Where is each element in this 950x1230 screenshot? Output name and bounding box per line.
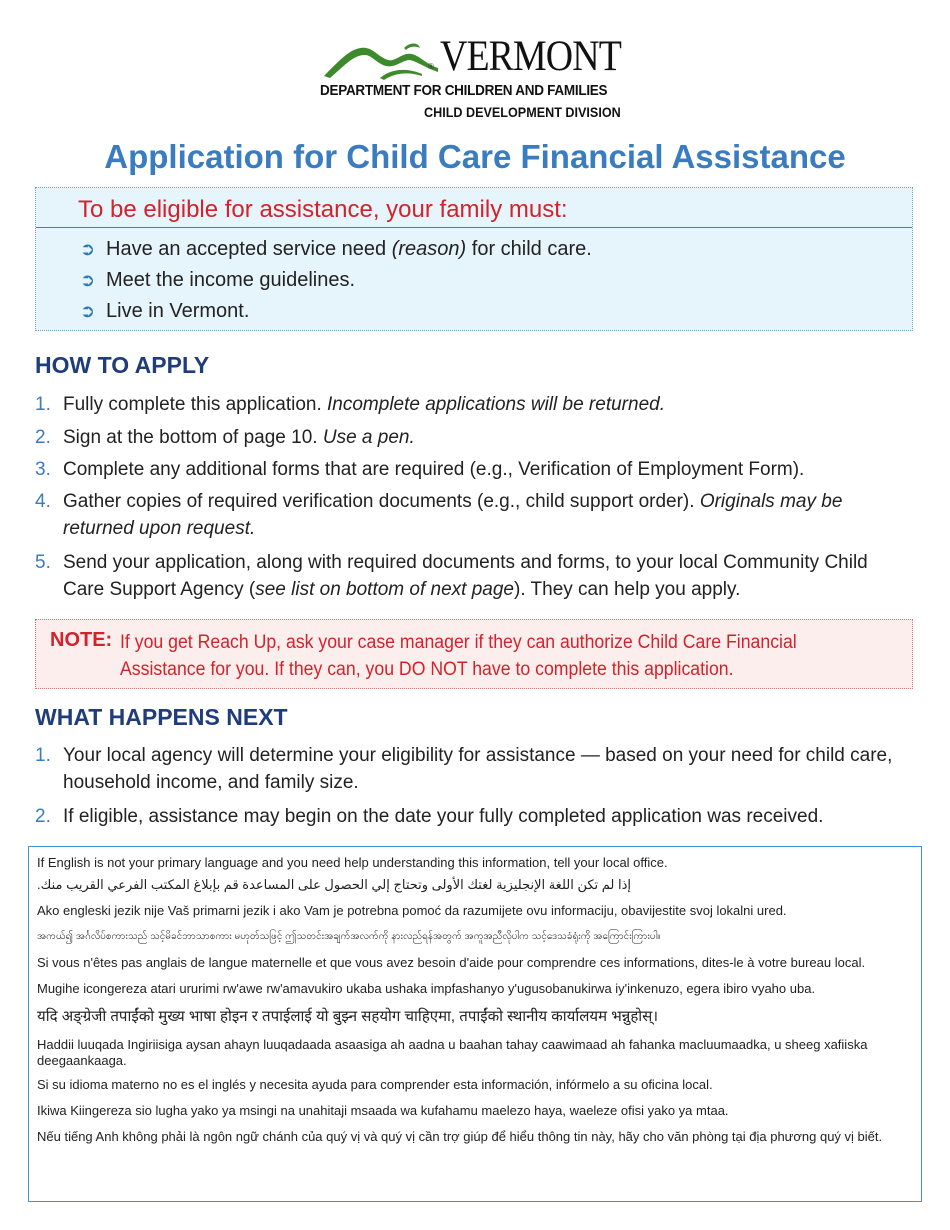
what-happens-next-list [35, 742, 905, 830]
logo-division: CHILD DEVELOPMENT DIVISION [424, 104, 621, 120]
language-line-french: Si vous n'êtes pas anglais de langue maternelle et que vous avez besoin d'aide pour comprendre ces informations, dites-le à votre bureau local. [37, 955, 866, 970]
language-line-english: If English is not your primary language and you need help understanding this information, tell your local office. [37, 855, 668, 870]
what-happens-next-heading: WHAT HAPPENS NEXT [35, 704, 288, 730]
language-line-kirundi: Mugihe icongereza atari ururimi rw'awe rw'amavukiro ukaba ushaka impfashanyo y'ugusobanukirwa iy'inkenuzo, egera ibiro vyaho uba. [37, 981, 816, 996]
arrow-bullet-icon: ➲ [80, 239, 96, 259]
note-label: NOTE: [50, 629, 113, 651]
reach-up-note [35, 619, 913, 689]
list-item: 1. Your local agency will determine your eligibility for assistance — based on your need for child care, household income, and family size. [35, 745, 893, 793]
language-line-bosnian: Ako engleski jezik nije Vaš primarni jezik i ako Vam je potrebna pomoć da razumijete ovu informaciju, obavijestite svoj lokalni ured. [37, 903, 787, 918]
list-item: ➲ Live in Vermont. [80, 296, 592, 327]
language-line-burmese: အကယ်၍ အင်္ဂလိပ်စကားသည် သင့်မိခင်ဘာသာစကား မဟုတ်သဖြင့် ဤသတင်းအချက်အလက်ကို နားလည်ရန်အတွက် အကူအညီလိုပါက သင့်ဒေသခံရုံးကို အကြောင်းကြားပါ။ [37, 931, 661, 942]
how-to-apply-list [35, 391, 905, 603]
list-item: 3. Complete any additional forms that are required (e.g., Verification of Employment Form). [35, 459, 805, 480]
note-text: If you get Reach Up, ask your case manager if they can authorize Child Care Financial Assistance for you. If they can, you DO NOT have to complete this application. [120, 632, 797, 680]
page-title: Application for Child Care Financial Assistance [104, 138, 846, 175]
language-line-vietnamese: Nếu tiếng Anh không phải là ngôn ngữ chánh của quý vị và quý vị cần trợ giúp để hiểu thông tin này, hãy cho văn phòng tại địa phương quý vị biết. [37, 1129, 883, 1144]
eligibility-divider [36, 227, 912, 228]
logo-state-name: VERMONT [440, 33, 621, 80]
list-item: ➲ Have an accepted service need (reason) for child care. [80, 234, 592, 265]
list-item: 2. If eligible, assistance may begin on the date your fully completed application was received. [35, 806, 824, 827]
eligibility-list [80, 234, 592, 327]
list-item: 4. Gather copies of required verification documents (e.g., child support order). Originals may be returned upon request. [35, 491, 843, 539]
list-item: 1. Fully complete this application. Incomplete applications will be returned. [35, 394, 665, 415]
list-item: 5. Send your application, along with required documents and forms, to your local Community Child Care Support Agency (see list on bottom of next page). They can help you apply. [35, 552, 868, 600]
list-item: ➲ Meet the income guidelines. [80, 265, 592, 296]
list-item: 2. Sign at the bottom of page 10. Use a pen. [35, 427, 415, 448]
eligibility-heading: To be eligible for assistance, your family must: [78, 196, 568, 223]
green-mountains-icon [322, 38, 440, 80]
language-line-somali: Haddii luuqada Ingiriisiga aysan ahayn luuqadaada asaasiga ah aadna u baahan tahay caawimaad ah fahanka macluumaadka, u sheeg xafiiska deegaankaaga. [37, 1037, 868, 1068]
language-line-swahili: Ikiwa Kiingereza sio lugha yako ya msingi na unahitaji msaada wa kufahamu maelezo haya, waeleze ofisi yako ya mtaa. [37, 1103, 729, 1118]
language-line-nepali: यदि अङ्ग्रेजी तपाईंको मुख्य भाषा होइन र तपाईलाई यो बुझ्न सहयोग चाहिएमा, तपाईंको स्थानीय कार्यालयम भन्नुहोस्। [37, 1008, 659, 1025]
eligibility-panel [35, 187, 913, 331]
arrow-bullet-icon: ➲ [80, 270, 96, 290]
arrow-bullet-icon: ➲ [80, 301, 96, 321]
registered-mark: ® [428, 62, 434, 71]
language-line-arabic: إذا لم تكن اللغة الإنجليزية لغتك الأولى وتحتاج إلي الحصول على المساعدة قم بإبلاغ المكتب الفرعي القريب منك. [37, 877, 631, 892]
vermont-dcf-logo [316, 32, 636, 124]
language-line-spanish: Si su idioma materno no es el inglés y necesita ayuda para comprender esta información, infórmelo a su oficina local. [37, 1077, 713, 1092]
logo-department: DEPARTMENT FOR CHILDREN AND FAMILIES [320, 82, 608, 99]
language-assistance-box [28, 846, 922, 1202]
how-to-apply-heading: HOW TO APPLY [35, 352, 210, 378]
